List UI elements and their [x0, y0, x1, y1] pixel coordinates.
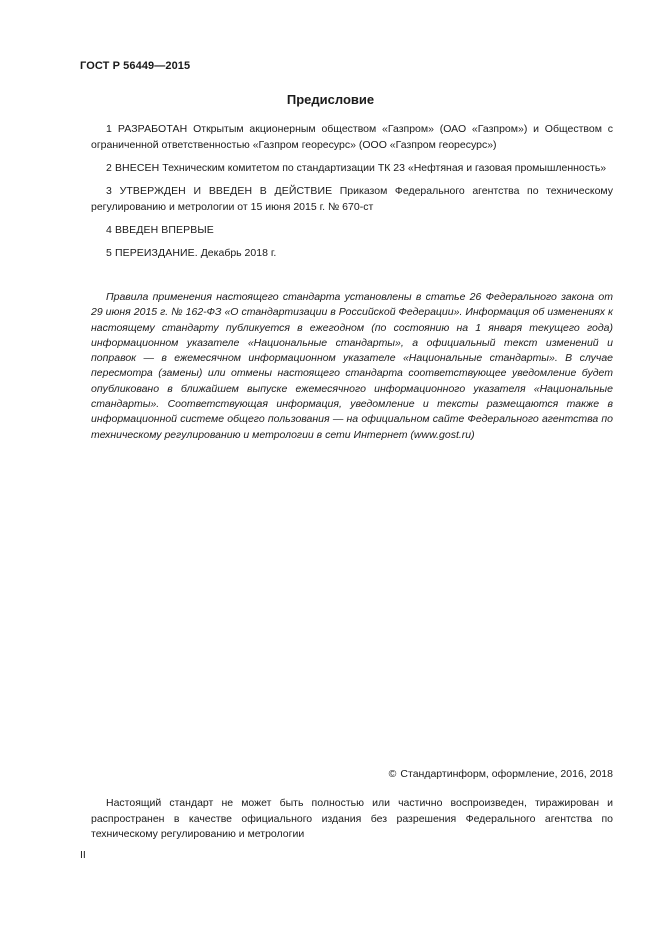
- item-lead: 5 ПЕРЕИЗДАНИЕ.: [106, 247, 198, 260]
- item-text: Техническим комитетом по стандартизации ТК 23 «Нефтяная и газовая промышленность»: [159, 161, 607, 174]
- foreword-item: [91, 184, 613, 215]
- item-lead: 3 УТВЕРЖДЕН И ВВЕДЕН В ДЕЙСТВИЕ: [106, 185, 333, 198]
- application-notice: Правила применения настоящего стандарта установлены в статье 26 Федерального закона от 29 июня 2015 г. № 162-ФЗ «О стандартизации в Российской Федерации». Информация об изменениях к настоящему стандарту публикуется в ежегодном (по состоянию на 1 января текущего года) информационном указателе «Национальные стандарты», а официальный текст изменений и поправок — в ежемесячном информационном указателе «Национальные стандарты». В случае пересмотра (замены) или отмены настоящего стандарта соответствующее уведомление будет опубликовано в ближайшем выпуске ежемесячного информационного указателя «Национальные стандарты». Соответствующая информация, уведомление и тексты размещаются также в информационной системе общего пользования — на официальном сайте Федерального агентства по техническому регулированию и метрологии в сети Интернет (www.gost.ru): [91, 291, 613, 441]
- reproduction-notice: Настоящий стандарт не может быть полностью или частично воспроизведен, тиражирован и распространен в качестве официального издания без разрешения Федерального агентства по техническому регулированию и метрологии: [91, 797, 613, 840]
- copyright-line: [389, 768, 613, 780]
- foreword-item: [91, 122, 613, 153]
- foreword-item: [91, 246, 613, 262]
- copyright-text: Стандартинформ, оформление, 2016, 2018: [400, 768, 613, 780]
- item-text: Приказом Федерального агентства по техническому регулированию и метрологии от 15 июня 2015 г. № 670-ст: [91, 185, 613, 213]
- item-text: Декабрь 2018 г.: [197, 247, 277, 260]
- page-title: Предисловие: [286, 92, 375, 107]
- foreword-items: [91, 122, 613, 269]
- copyright-symbol: ©: [388, 768, 397, 780]
- item-text: Открытым акционерным обществом «Газпром» (ОАО «Газпром») и Обществом с ограниченной ответственностью «Газпром георесурс» (ООО «Газпром георесурс»): [91, 123, 613, 151]
- item-lead: 4 ВВЕДЕН ВПЕРВЫЕ: [106, 223, 214, 236]
- item-lead: 2 ВНЕСЕН: [106, 161, 160, 174]
- foreword-item: [91, 223, 613, 239]
- foreword-item: [91, 161, 613, 177]
- page-number: II: [80, 849, 86, 861]
- item-lead: 1 РАЗРАБОТАН: [106, 123, 188, 135]
- document-code: ГОСТ Р 56449—2015: [80, 60, 191, 72]
